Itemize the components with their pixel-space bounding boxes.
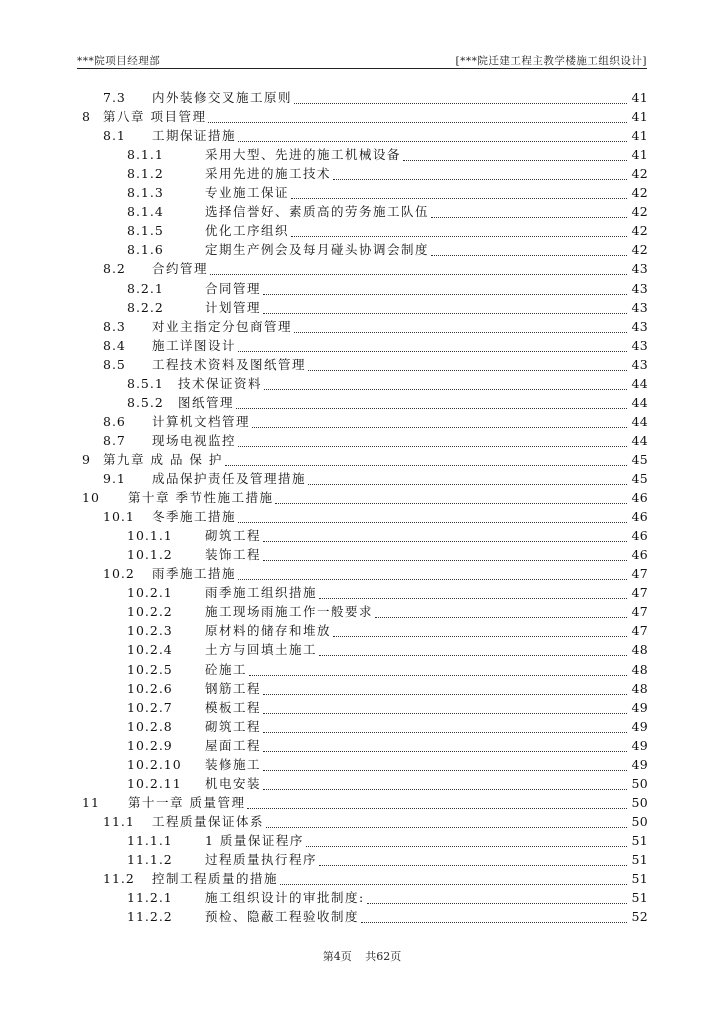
toc-entry-title: 第八章 项目管理 (103, 109, 207, 125)
toc-entry-title: 施工组织设计的审批制度: (205, 890, 365, 906)
toc-entry-title: 定期生产例会及每月碰头协调会制度 (205, 242, 430, 258)
toc-leader-dots (319, 846, 627, 866)
toc-entry-title: 专业施工保证 (205, 185, 290, 201)
toc-leader-dots (263, 713, 627, 733)
toc-entry-number: 8.1 (103, 128, 126, 144)
page-header (77, 52, 647, 69)
toc-entry-number: 10.2.2 (127, 604, 173, 620)
toc-entry-page: 42 (631, 223, 648, 239)
toc-entry-number: 7.3 (103, 90, 126, 105)
toc-entry-number: 8.5.2 (127, 394, 164, 410)
toc-leader-dots (252, 408, 627, 428)
toc-leader-dots (291, 217, 627, 237)
toc-entry-number: 10.2.7 (127, 699, 173, 715)
toc-entry-number: 8.7 (103, 432, 126, 448)
toc-entry-title: 采用大型、先进的施工机械设备 (205, 147, 402, 163)
toc-entry-number: 11.1.1 (127, 832, 173, 848)
toc-entry-title: 原材料的储存和堆放 (205, 623, 332, 639)
toc-leader-dots (263, 275, 627, 295)
toc-entry-title: 合同管理 (205, 280, 262, 296)
toc-entry-page: 47 (631, 585, 648, 601)
toc-entry-page: 47 (631, 566, 648, 582)
toc-leader-dots (208, 103, 627, 123)
toc-entry-title: 工程技术资料及图纸管理 (152, 356, 307, 372)
toc-entry-number: 8.2.1 (127, 280, 164, 296)
toc-leader-dots (308, 351, 627, 371)
toc-entry-number: 8 (82, 109, 91, 125)
toc-leader-dots (280, 865, 627, 885)
toc-entry-number: 8.1.6 (127, 242, 164, 258)
toc-entry-number: 8.5 (103, 356, 126, 372)
toc-entry-title: 技术保证资料 (178, 375, 263, 391)
toc-entry-page: 49 (631, 737, 648, 753)
toc-leader-dots (294, 84, 627, 104)
toc-entry-title: 砼施工 (205, 661, 248, 677)
toc-entry-number: 10.2 (103, 566, 135, 582)
toc-entry-page: 50 (631, 794, 648, 810)
toc-entry-number: 10.2.10 (127, 756, 182, 772)
toc-entry-page: 41 (631, 128, 648, 144)
toc-leader-dots (225, 446, 627, 466)
toc-entry-title: 合约管理 (152, 261, 209, 277)
toc-entry-page: 51 (631, 852, 648, 867)
toc-entry-page: 43 (631, 299, 648, 315)
toc-leader-dots (238, 427, 627, 447)
toc-entry-title: 第十章 季节性施工措施 (128, 490, 274, 506)
toc-entry-title: 雨季施工措施 (152, 566, 237, 582)
toc-entry-title: 对业主指定分包商管理 (152, 318, 293, 334)
toc-leader-dots (361, 903, 627, 923)
page-number: 第4页 (322, 950, 352, 963)
toc-entry-page: 43 (631, 356, 648, 372)
toc-entry-number: 8.6 (103, 413, 126, 429)
toc-entry-title: 钢筋工程 (205, 680, 262, 696)
toc-entry-page: 48 (631, 642, 648, 658)
toc-entry-number: 10.2.1 (127, 585, 173, 601)
toc-entry-page: 43 (631, 337, 648, 353)
toc-entry-page: 51 (631, 871, 648, 887)
toc-leader-dots (210, 255, 627, 275)
toc-leader-dots (294, 313, 627, 333)
toc-entry-number: 8.2.2 (127, 299, 164, 315)
toc-leader-dots (263, 294, 627, 314)
toc-entry-number: 10.2.3 (127, 623, 173, 639)
toc-entry-title: 冬季施工措施 (152, 509, 237, 525)
toc-leader-dots (263, 694, 627, 714)
toc-entry-page: 50 (631, 813, 648, 829)
toc-entry-title: 砌筑工程 (205, 718, 262, 734)
toc-entry-page: 44 (631, 375, 648, 391)
toc-entry-title: 计划管理 (205, 299, 262, 315)
toc-entry-title: 第十一章 质量管理 (128, 794, 246, 810)
toc-entry-title: 控制工程质量的措施 (152, 871, 279, 887)
toc-leader-dots (291, 179, 627, 199)
toc-leader-dots (375, 598, 627, 618)
toc-entry-page: 41 (631, 147, 648, 163)
toc-leader-dots (266, 808, 627, 828)
toc-entry-number: 8.2 (103, 261, 126, 277)
toc-entry-number: 10.2.5 (127, 661, 173, 677)
toc-entry-number: 8.1.3 (127, 185, 164, 201)
toc-entry-number: 10.2.9 (127, 737, 173, 753)
toc-leader-dots (263, 522, 627, 542)
toc-entry-number: 8.1.2 (127, 166, 164, 182)
toc-entry-page: 41 (631, 109, 648, 125)
toc-entry-page: 45 (631, 451, 648, 467)
toc-leader-dots (263, 751, 627, 771)
toc-entry-title: 装饰工程 (205, 547, 262, 563)
toc-entry-page: 44 (631, 432, 648, 448)
toc-entry-title: 屋面工程 (205, 737, 262, 753)
toc-entry-title: 采用先进的施工技术 (205, 166, 332, 182)
toc-leader-dots (319, 636, 627, 656)
toc-entry-number: 11 (82, 794, 100, 810)
page-total: 共62页 (365, 950, 402, 963)
toc-entry-page: 43 (631, 280, 648, 296)
toc-entry-title: 图纸管理 (178, 394, 235, 410)
toc-leader-dots (403, 141, 627, 161)
toc-leader-dots (249, 656, 627, 676)
toc-entry-page: 44 (631, 394, 648, 410)
toc-leader-dots (264, 370, 627, 390)
toc-leader-dots (319, 579, 627, 599)
toc-entry-page: 51 (631, 890, 648, 906)
toc-entry-number: 10.2.4 (127, 642, 173, 658)
toc-entry-title: 选择信誉好、素质高的劳务施工队伍 (205, 204, 430, 220)
toc-entry-number: 9 (82, 451, 91, 467)
toc-entry-number: 10.2.8 (127, 718, 173, 734)
toc-entry-page: 52 (631, 909, 648, 925)
toc-entry-title: 施工详图设计 (152, 337, 237, 353)
page-footer (0, 948, 724, 964)
toc-entry[interactable] (0, 907, 724, 926)
toc-entry-page: 42 (631, 166, 648, 182)
toc-entry-number: 11.1.2 (127, 852, 173, 867)
toc-entry-page: 43 (631, 318, 648, 334)
toc-entry-page: 42 (631, 185, 648, 201)
toc-entry-title: 施工现场雨施工作一般要求 (205, 604, 374, 620)
toc-entry-number: 10.1.1 (127, 528, 173, 544)
toc-entry-title: 工期保证措施 (152, 128, 237, 144)
toc-entry-title: 现场电视监控 (152, 432, 237, 448)
toc-entry-page: 48 (631, 680, 648, 696)
toc-entry-title: 装修施工 (205, 756, 262, 772)
toc-entry-page: 46 (631, 509, 648, 525)
toc-leader-dots (238, 503, 627, 523)
toc-leader-dots (431, 198, 627, 218)
toc-entry-page: 43 (631, 261, 648, 277)
toc-entry-title: 成品保护责任及管理措施 (152, 471, 307, 486)
toc-leader-dots (238, 122, 627, 142)
toc-entry-title: 砌筑工程 (205, 528, 262, 544)
toc-entry-page: 49 (631, 699, 648, 715)
toc-leader-dots (238, 560, 627, 580)
toc-entry-title: 土方与回填土施工 (205, 642, 318, 658)
toc-entry-number: 8.3 (103, 318, 126, 334)
header-right: [***院迁建工程主教学楼施工组织设计] (455, 55, 647, 67)
toc-entry-page: 46 (631, 547, 648, 563)
toc-leader-dots (333, 617, 627, 637)
toc-entry-title: 预检、隐蔽工程验收制度 (205, 909, 360, 925)
toc-entry-title: 优化工序组织 (205, 223, 290, 239)
toc-entry-number: 11.2.2 (127, 909, 173, 925)
header-left: ***院项目经理部 (77, 55, 161, 67)
toc-entry-number: 10 (82, 490, 100, 506)
toc-entry-number: 8.4 (103, 337, 126, 353)
toc-entry-number: 8.1.4 (127, 204, 164, 220)
toc-entry-number: 10.2.11 (127, 775, 182, 791)
toc-leader-dots (263, 541, 627, 561)
toc-entry-page: 42 (631, 204, 648, 220)
toc-entry-page: 46 (631, 490, 648, 506)
toc-entry-page: 46 (631, 528, 648, 544)
toc-entry-number: 8.5.1 (127, 375, 164, 391)
toc-entry-page: 41 (631, 90, 648, 105)
toc-leader-dots (263, 770, 627, 790)
toc-entry-number: 8.1.1 (127, 147, 164, 163)
toc-entry-page: 51 (631, 832, 648, 848)
toc-entry-page: 47 (631, 604, 648, 620)
toc-entry-title: 模板工程 (205, 699, 262, 715)
toc-entry-title: 1 质量保证程序 (205, 832, 304, 848)
toc-entry-number: 11.2.1 (127, 890, 173, 906)
toc-entry-title: 雨季施工组织措施 (205, 585, 318, 601)
toc-leader-dots (263, 675, 627, 695)
toc-entry-page: 44 (631, 413, 648, 429)
toc-entry-number: 11.2 (103, 871, 135, 887)
toc-entry-page: 42 (631, 242, 648, 258)
toc-entry-number: 10.1 (103, 509, 135, 525)
toc-leader-dots (367, 884, 627, 904)
toc-entry-title: 过程质量执行程序 (205, 852, 318, 867)
toc-entry-number: 8.1.5 (127, 223, 164, 239)
toc-entry-title: 工程质量保证体系 (152, 813, 265, 829)
toc-leader-dots (238, 332, 627, 352)
toc-entry-title: 内外装修交叉施工原则 (152, 90, 293, 105)
toc-entry-number: 10.2.6 (127, 680, 173, 696)
toc-leader-dots (247, 789, 627, 809)
toc-leader-dots (236, 389, 627, 409)
toc-entry-page: 47 (631, 623, 648, 639)
toc-entry-page: 49 (631, 756, 648, 772)
toc-entry-page: 48 (631, 661, 648, 677)
toc-leader-dots (308, 465, 627, 485)
toc-entry-title: 第九章 成 品 保 护 (103, 451, 223, 467)
toc-entry-page: 50 (631, 775, 648, 791)
toc-leader-dots (306, 827, 627, 847)
toc-entry-title: 机电安装 (205, 775, 262, 791)
toc-entry-title: 计算机文档管理 (152, 413, 251, 429)
toc-leader-dots (263, 732, 627, 752)
toc-leader-dots (333, 160, 627, 180)
toc-leader-dots (431, 236, 627, 256)
toc-entry-number: 9.1 (103, 471, 126, 486)
toc-entry-page: 49 (631, 718, 648, 734)
toc-entry-number: 10.1.2 (127, 547, 173, 563)
toc-entry-number: 11.1 (103, 813, 135, 829)
toc-leader-dots (275, 484, 627, 504)
toc-entry-page: 45 (631, 471, 648, 486)
